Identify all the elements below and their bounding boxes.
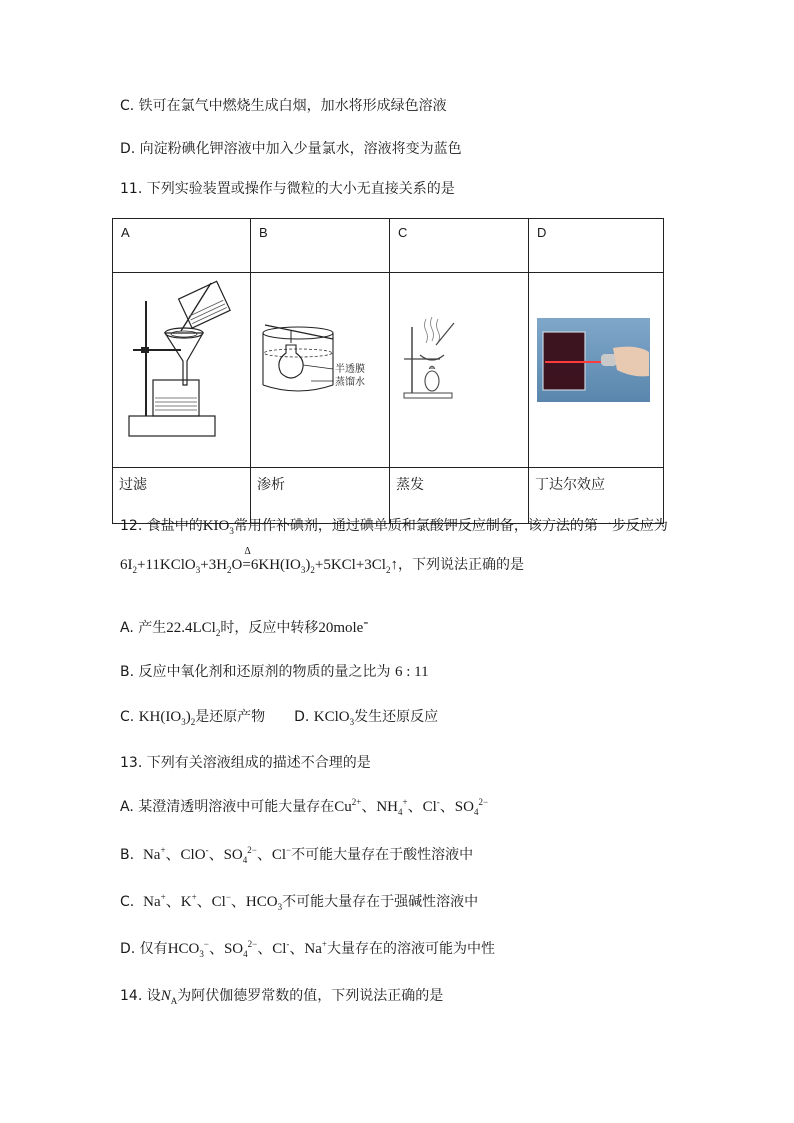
q14-text: 为阿伏伽德罗常数的值，下列说法正确的是 xyxy=(177,988,444,1004)
q13-b-ions: Na+、ClO-、$SO_4^{2-}$、Cl− xyxy=(142,845,292,865)
heat-symbol: Δ xyxy=(244,546,251,557)
q12-c-prefix: C. xyxy=(120,709,135,725)
distilled-water-label: 蒸馏水 xyxy=(335,377,365,388)
q12-text-1: 食盐中的 xyxy=(146,518,203,534)
q12-d-formula: KClO$_3$ xyxy=(313,709,355,727)
header-b: B xyxy=(251,219,390,273)
q12-b-text: B. 反应中氧化剂和还原剂的物质的量之比为 xyxy=(120,664,391,680)
filtration-diagram xyxy=(113,273,251,468)
q13-c-text: 不可能大量存在于强碱性溶液中 xyxy=(282,894,479,910)
label-evaporation: 蒸发 xyxy=(390,468,529,524)
q13-d-ions: $HCO_3^-$、$SO_4^{2-}$、Cl-、Na+ xyxy=(167,939,327,959)
tyndall-effect-photo xyxy=(537,318,650,402)
q12-c-formula: $KH(IO_3)_2$ xyxy=(138,709,196,727)
question-11: 11. 下列实验装置或操作与微粒的大小无直接关系的是 xyxy=(120,181,455,197)
q13-option-c xyxy=(120,890,478,911)
q13-a-text: A. 某澄清透明溶液中可能大量存在 xyxy=(120,799,335,815)
q12-number: 12. xyxy=(120,518,143,534)
header-c: C xyxy=(390,219,529,273)
q12-a-mid: 时，反应中转移 xyxy=(220,620,319,636)
avogadro-symbol: $N_A$ xyxy=(160,988,178,1006)
q12-option-a xyxy=(120,614,369,638)
q13-c-ions: Na+、K+、Cl−、$HCO_3$ xyxy=(143,892,283,912)
q13-d-prefix: D. 仅有 xyxy=(120,941,168,957)
kio3-formula: $KIO_3$ xyxy=(202,518,234,536)
filtration-apparatus-drawing xyxy=(113,273,250,467)
q13-a-ions: $Cu^{2+}$、$NH_4^+$、Cl-、$SO_4^{2-}$ xyxy=(334,797,489,817)
q12-text-2: 常用作补碘剂，通过碘单质和氯酸钾反应制备，该方法的第一步反应为 xyxy=(233,518,668,534)
q12-d-text: 发生还原反应 xyxy=(354,709,439,725)
membrane-label: 半透膜 xyxy=(335,364,365,375)
q12-option-b xyxy=(120,661,429,681)
dialysis-apparatus-drawing xyxy=(251,273,388,467)
apparatus-table xyxy=(112,218,664,524)
q12-a-sup: - xyxy=(363,614,369,631)
option-c-line: C. 铁可在氯气中燃烧生成白烟，加水将形成绿色溶液 xyxy=(120,98,447,114)
evaporation-diagram xyxy=(390,273,529,468)
tyndall-photo xyxy=(529,273,664,468)
q13-option-b xyxy=(120,843,473,864)
q12-a-value: 20mole xyxy=(318,620,364,636)
q12-d-prefix: D. xyxy=(294,709,310,725)
q13-b-text: 不可能大量存在于酸性溶液中 xyxy=(291,847,474,863)
q13-c-prefix: C. xyxy=(120,894,135,910)
question-13: 13. 下列有关溶液组成的描述不合理的是 xyxy=(120,755,371,771)
dialysis-diagram xyxy=(251,273,390,468)
q12-equation-line xyxy=(120,546,524,575)
q14-prefix: 14. 设 xyxy=(120,988,161,1004)
q13-option-d xyxy=(120,937,495,958)
label-tyndall: 丁达尔效应 xyxy=(529,468,664,524)
q12-b-ratio: 6 : 11 xyxy=(394,664,429,680)
q12-tail: ，下列说法正确的是 xyxy=(397,557,524,573)
q12-a-volume: 22.4LCl$_2$ xyxy=(166,620,221,638)
q12-option-cd xyxy=(120,706,438,726)
q13-option-a xyxy=(120,795,488,816)
question-12 xyxy=(120,515,668,535)
label-dialysis: 渗析 xyxy=(251,468,390,524)
label-filtration: 过滤 xyxy=(113,468,251,524)
reaction-equation: $6I_2+11KClO_3+3H_2O$ Δ $=6KH(IO_3)_2+5KCl+3Cl_2↑$ xyxy=(120,546,398,575)
q13-d-text: 大量存在的溶液可能为中性 xyxy=(326,941,495,957)
q12-c-text: 是还原产物 xyxy=(195,709,266,725)
q13-b-prefix: B. xyxy=(120,847,135,863)
question-14 xyxy=(120,985,443,1005)
option-d-line: D. 向淀粉碘化钾溶液中加入少量氯水，溶液将变为蓝色 xyxy=(120,141,462,157)
header-a: A xyxy=(113,219,251,273)
header-d: D xyxy=(529,219,664,273)
q12-a-prefix: A. 产生 xyxy=(120,620,167,636)
evaporation-apparatus-drawing xyxy=(390,273,527,467)
